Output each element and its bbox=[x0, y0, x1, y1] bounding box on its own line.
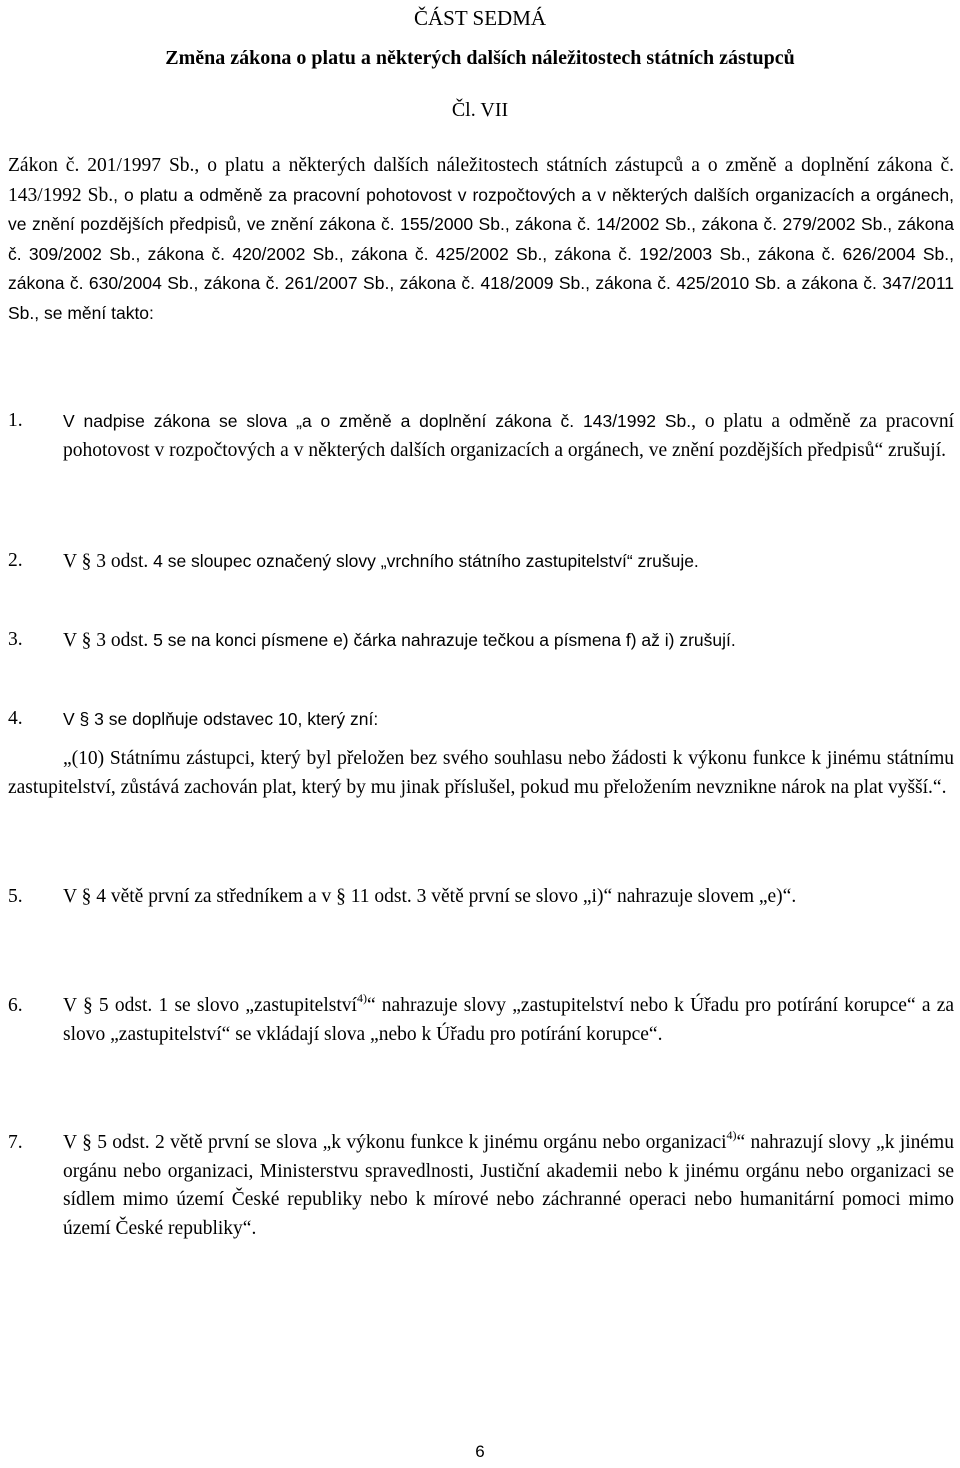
amendment-item-7 bbox=[8, 1129, 954, 1243]
amendment-item-1 bbox=[8, 407, 954, 465]
law-title: Změna zákona o platu a některých dalších náležitostech státních zástupců bbox=[165, 47, 795, 69]
item-text-b: 5 se na konci písmene e) čárka nahrazuje tečkou a písmena f) až i) zrušují. bbox=[148, 630, 736, 650]
item-number: 1. bbox=[8, 410, 23, 431]
amendment-item-3 bbox=[8, 626, 954, 656]
item-text-a: V § 4 větě první za středníkem a v § 11 odst. bbox=[63, 886, 412, 907]
item-number: 7. bbox=[8, 1132, 23, 1153]
item-text-a: V § 3 odst. bbox=[63, 630, 149, 651]
item-text-b: 3 větě první se slovo „i)“ nahrazuje slovem „e)“. bbox=[411, 886, 797, 907]
item-text-a: V § 5 odst. bbox=[63, 995, 153, 1016]
intro-part-a: Zákon č. 201/1997 Sb. bbox=[8, 155, 195, 176]
page-number: 6 bbox=[475, 1442, 485, 1461]
item-text-b1: 2 větě první se slova „k výkonu funkce k jinému orgánu nebo organizaci bbox=[149, 1132, 727, 1153]
item-text-b2: “ nahrazuje slovy „zastupitelství nebo k Úřadu pro potírání korupce“ a za slovo „zastupitelství“ se vkládají slova „nebo k Úřadu pro potírání korupce“. bbox=[63, 995, 954, 1045]
new-paragraph-quote: „(10) Státnímu zástupci, který byl přeložen bez svého souhlasu nebo žádosti k výkonu funkce k jinému státnímu zastupitelství, zůstává zachován plat, který by mu jinak příslušel, pokud mu přeložením nevznikne nárok na plat vyšší.“. bbox=[8, 748, 954, 798]
amendment-item-6 bbox=[8, 992, 954, 1049]
item-text-b: 4 se sloupec označený slovy „vrchního státního zastupitelství“ zrušuje. bbox=[148, 551, 699, 571]
footnote-ref: 4) bbox=[356, 991, 367, 1005]
item-number: 6. bbox=[8, 995, 23, 1016]
item-text-a: V § 5 odst. bbox=[63, 1132, 150, 1153]
article-number: Čl. VII bbox=[451, 99, 509, 121]
item-text-a: V nadpise zákona se slova „a o změně a doplnění zákona č. 143/1992 Sb. bbox=[63, 411, 692, 431]
item-text-a: V § 3 se doplňuje odstavec 10, který zní: bbox=[63, 709, 379, 729]
item-text-b2: “ nahrazují slovy „k jinému orgánu nebo organizaci, Ministerstvu spravedlnosti, Justiční akademii nebo k jinému orgánu nebo organizaci se sídlem mimo území České republiky nebo k mírové nebo záchranné operaci nebo humanitární pomoci mimo území České republiky“. bbox=[63, 1132, 954, 1239]
item-number: 2. bbox=[8, 550, 23, 571]
item-text-b1: 1 se slovo „zastupitelství bbox=[152, 995, 357, 1016]
amendment-item-2 bbox=[8, 547, 954, 577]
item-text-b: , o platu a odměně za pracovní pohotovost v rozpočtových a v některých dalších organizacích a orgánech, ve znění pozdějších předpisů“ zrušují. bbox=[63, 411, 955, 461]
intro-part-b: , o platu a některých dalších náležitostech státních zástupců a o změně a doplnění zákona č. 143/1992 Sb. bbox=[8, 155, 955, 206]
intro-part-c: , o platu a odměně za pracovní pohotovost v rozpočtových a v některých dalších organizacích a orgánech, ve znění pozdějších předpisů, ve znění zákona č. 155/2000 Sb., zákona č. 14/2002 Sb., zákona č. 279/2002 Sb., zákona č. 309/2002 Sb., zákona č. 420/2002 Sb., zákona č. 425/2002 Sb., zákona č. 192/2003 Sb., zákona č. 626/2004 Sb., zákona č. 630/2004 Sb., zákona č. 261/2007 Sb., zákona č. 418/2009 Sb., zákona č. 425/2010 Sb. a zákona č. 347/2011 Sb., se mění takto: bbox=[8, 184, 955, 323]
part-title: ČÁST SEDMÁ bbox=[413, 6, 547, 30]
intro-paragraph bbox=[8, 152, 954, 328]
item-text-a: V § 3 odst. bbox=[63, 551, 149, 572]
amendment-item-4 bbox=[8, 705, 954, 735]
item-number: 3. bbox=[8, 629, 23, 650]
item-number: 5. bbox=[8, 886, 23, 907]
item-number: 4. bbox=[8, 708, 23, 729]
amendment-item-5 bbox=[8, 883, 954, 912]
footnote-ref: 4) bbox=[726, 1128, 737, 1142]
